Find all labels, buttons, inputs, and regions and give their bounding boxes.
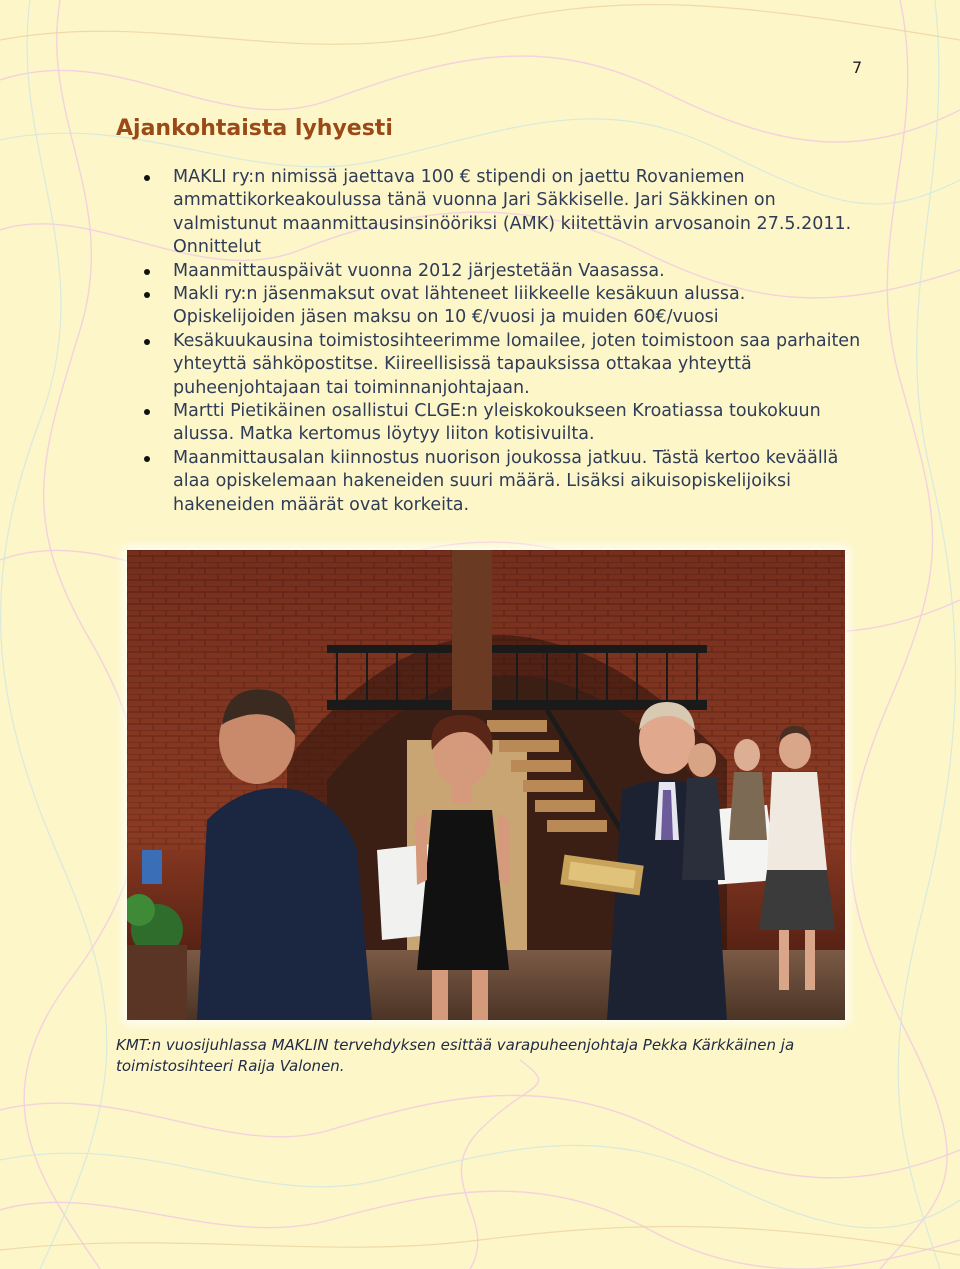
- event-photo-illustration: [127, 550, 845, 1020]
- list-item: [173, 283, 863, 306]
- list-item: [173, 447, 863, 517]
- list-item-text: Opiskelijoiden jäsen maksu on 10 €/vuosi ja muiden 60€/vuosi: [173, 307, 719, 328]
- bullet-icon: [144, 175, 150, 181]
- list-item: [173, 260, 863, 283]
- bullet-icon: [144, 456, 150, 462]
- bullet-icon: [144, 269, 150, 275]
- page-number: 7: [852, 58, 863, 77]
- list-item-text: MAKLI ry:n nimissä jaettava 100 € stipendi on jaettu Rovaniemen ammattikorkeakoulussa tänä vuonna Jari Säkkiselle. Jari Säkkinen on valmistunut maanmittausinsinööriksi (AMK) kiitettävin arvosanoin 27.5.2011. Onnittelut: [173, 167, 852, 258]
- list-item-text: Maanmittausalan kiinnostus nuorison joukossa jatkuu. Tästä kertoo keväällä alaa opiskelemaan hakeneiden suuri määrä. Lisäksi aikuisopiskelijoiksi hakeneiden määrät ovat korkeita.: [173, 447, 839, 515]
- photo-caption: KMT:n vuosijuhlassa MAKLIN tervehdyksen esittää varapuheenjohtaja Pekka Kärkkäinen ja toimistosihteeri Raija Valonen.: [116, 1036, 795, 1075]
- list-item: [173, 166, 863, 260]
- section-heading: Ajankohtaista lyhyesti: [116, 116, 393, 141]
- list-item-text: Kesäkuukausina toimistosihteerimme lomailee, joten toimistoon saa parhaiten yhteyttä sähköpostitse. Kiireellisissä tapauksissa ottakaa yhteyttä puheenjohtajaan tai toiminnanjohtajaan.: [173, 330, 861, 398]
- list-item-text: Maanmittauspäivät vuonna 2012 järjestetään Vaasassa.: [173, 260, 665, 281]
- bullet-icon: [144, 339, 150, 345]
- list-item-text: Martti Pietikäinen osallistui CLGE:n yleiskokoukseen Kroatiassa toukokuun alussa. Matka kertomus löytyy liiton kotisivuilta.: [173, 401, 821, 445]
- list-item: [173, 400, 863, 447]
- list-item-continuation: [173, 306, 863, 329]
- bullet-icon: [144, 292, 150, 298]
- list-item-text: Makli ry:n jäsenmaksut ovat lähteneet liikkeelle kesäkuun alussa.: [173, 284, 746, 305]
- news-list: [173, 166, 863, 517]
- event-photo: [127, 550, 845, 1020]
- list-item: [173, 330, 863, 400]
